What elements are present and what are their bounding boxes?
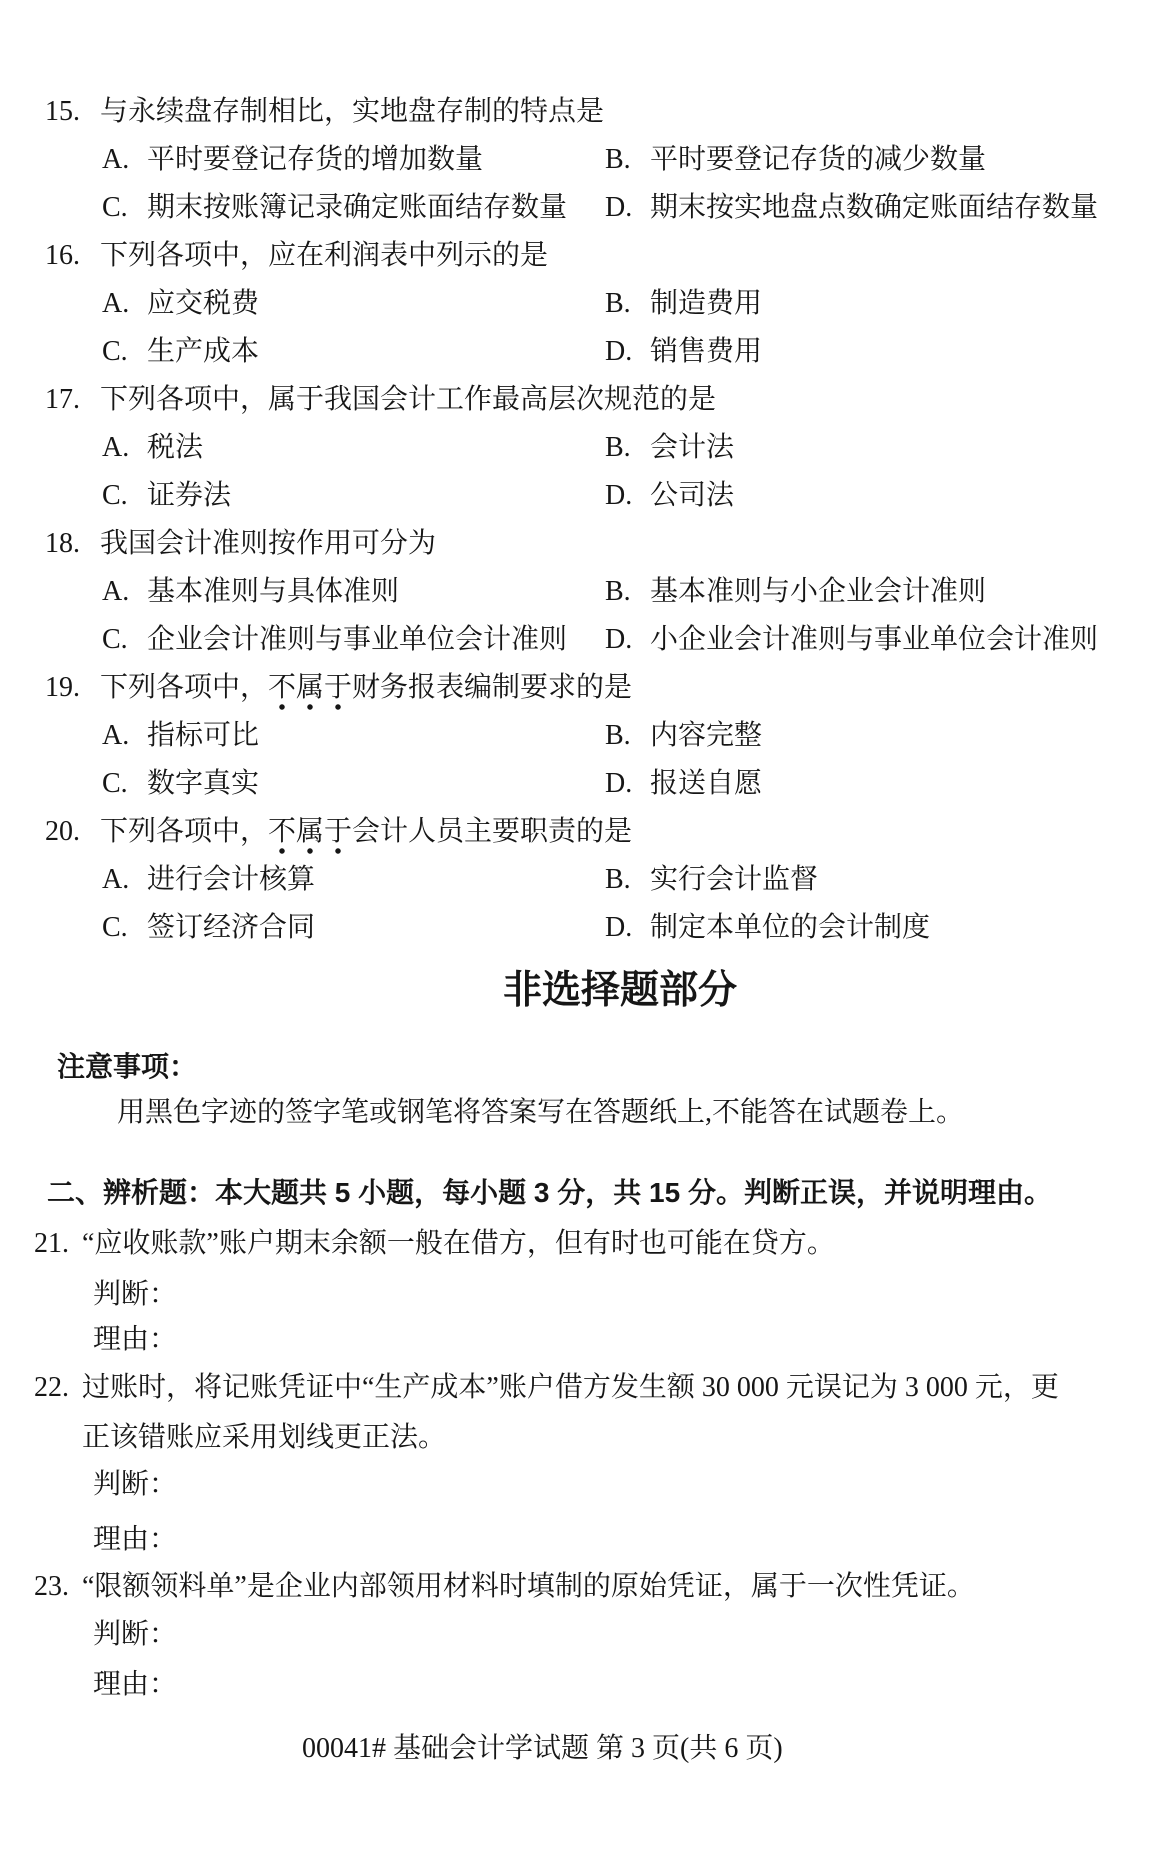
option-18-b (605, 575, 986, 609)
option-17-c-text: 证券法 (147, 480, 232, 511)
question-17-text-pre: 下列各项中，属于我国会计工作最高层次规范的是 (100, 384, 717, 415)
question-21-text: “应收账款”账户期末余额一般在借方，但有时也可能在贷方。 (82, 1228, 835, 1259)
option-18-b-text: 基本准则与小企业会计准则 (650, 576, 987, 607)
option-19-a-text: 指标可比 (147, 720, 260, 751)
option-17-d (605, 479, 734, 513)
question-16 (45, 239, 548, 273)
option-16-a-text: 应交税费 (147, 288, 260, 319)
option-20-a-label: A. (102, 864, 130, 895)
option-17-a-text: 税法 (147, 432, 204, 463)
question-22-text-line1: 过账时，将记账凭证中“生产成本”账户借方发生额 30 000 元误记为 3 000 元，更 (82, 1372, 1059, 1403)
option-18-d-label: D. (605, 624, 633, 655)
question-22 (34, 1371, 1059, 1405)
option-16-a-label: A. (102, 288, 130, 319)
question-22-judge-label: 判断： (93, 1469, 178, 1500)
option-15-a-label: A. (102, 144, 130, 175)
option-20-b-label: B. (605, 864, 631, 895)
question-20-text-emphasis: 不属于 (268, 816, 352, 855)
option-18-c (102, 623, 567, 657)
question-18-number: 18. (45, 528, 80, 559)
notice-title: 注意事项： (57, 1051, 198, 1082)
option-15-b-label: B. (605, 144, 631, 175)
option-18-a-text: 基本准则与具体准则 (147, 576, 400, 607)
option-16-b-label: B. (605, 288, 631, 319)
option-16-d-text: 销售费用 (650, 336, 763, 367)
question-21 (34, 1227, 835, 1261)
option-18-a (102, 575, 399, 609)
question-20-text (100, 816, 632, 855)
question-17-number: 17. (45, 384, 80, 415)
question-22-text-line2: 正该错账应采用划线更正法。 (82, 1422, 447, 1453)
option-20-b (605, 863, 818, 897)
question-23-text: “限额领料单”是企业内部领用材料时填制的原始凭证，属于一次性凭证。 (82, 1571, 975, 1602)
page-footer: 00041# 基础会计学试题 第 3 页(共 6 页) (302, 1733, 783, 1764)
option-16-b (605, 287, 762, 321)
question-17 (45, 383, 716, 417)
option-19-a-label: A. (102, 720, 130, 751)
question-15-text-pre: 与永续盘存制相比，实地盘存制的特点是 (100, 96, 605, 127)
option-20-c (102, 911, 315, 945)
option-20-b-text: 实行会计监督 (650, 864, 819, 895)
option-17-d-label: D. (605, 480, 633, 511)
notice-body: 用黑色字迹的签字笔或钢笔将答案写在答题纸上,不能答在试题卷上。 (117, 1097, 965, 1128)
option-20-c-text: 签订经济合同 (147, 912, 316, 943)
option-20-c-label: C. (102, 912, 128, 943)
option-19-b-text: 内容完整 (650, 720, 763, 751)
option-18-b-label: B. (605, 576, 631, 607)
question-20 (45, 815, 632, 849)
question-16-number: 16. (45, 240, 80, 271)
option-18-c-text: 企业会计准则与事业单位会计准则 (147, 624, 568, 655)
option-19-b-label: B. (605, 720, 631, 751)
option-17-a-label: A. (102, 432, 130, 463)
option-17-d-text: 公司法 (650, 480, 735, 511)
option-15-b-text: 平时要登记存货的减少数量 (650, 144, 987, 175)
question-20-number: 20. (45, 816, 80, 847)
question-18-text-pre: 我国会计准则按作用可分为 (100, 528, 437, 559)
question-16-text-pre: 下列各项中，应在利润表中列示的是 (100, 240, 549, 271)
option-18-d (605, 623, 1098, 657)
option-16-d-label: D. (605, 336, 633, 367)
option-17-b (605, 431, 734, 465)
option-15-c-text: 期末按账簿记录确定账面结存数量 (147, 192, 568, 223)
option-20-a (102, 863, 315, 897)
question-15-text (100, 96, 604, 127)
option-20-d (605, 911, 930, 945)
option-17-c-label: C. (102, 480, 128, 511)
question-19-text (100, 672, 632, 711)
option-15-b (605, 143, 986, 177)
option-17-b-label: B. (605, 432, 631, 463)
question-20-text-post: 会计人员主要职责的是 (352, 816, 633, 847)
question-23-number: 23. (34, 1571, 69, 1602)
option-18-a-label: A. (102, 576, 130, 607)
question-23-reason-label: 理由： (93, 1669, 178, 1700)
option-20-d-label: D. (605, 912, 633, 943)
question-18-text (100, 528, 436, 559)
option-15-d (605, 191, 1098, 225)
option-18-c-label: C. (102, 624, 128, 655)
option-16-a (102, 287, 259, 321)
question-21-judge-label: 判断： (93, 1279, 178, 1310)
option-17-b-text: 会计法 (650, 432, 735, 463)
question-22-reason-label: 理由： (93, 1524, 178, 1555)
question-15 (45, 95, 604, 129)
option-19-b (605, 719, 762, 753)
option-19-c-text: 数字真实 (147, 768, 260, 799)
option-19-d (605, 767, 762, 801)
question-21-reason-label: 理由： (93, 1324, 178, 1355)
option-15-a (102, 143, 483, 177)
option-19-a (102, 719, 259, 753)
option-15-d-text: 期末按实地盘点数确定账面结存数量 (650, 192, 1099, 223)
option-19-c-label: C. (102, 768, 128, 799)
option-19-d-text: 报送自愿 (650, 768, 763, 799)
question-23-judge-label: 判断： (93, 1619, 178, 1650)
option-19-c (102, 767, 259, 801)
option-19-d-label: D. (605, 768, 633, 799)
option-16-c-label: C. (102, 336, 128, 367)
question-19-text-emphasis: 不属于 (268, 672, 352, 711)
option-16-b-text: 制造费用 (650, 288, 763, 319)
option-20-a-text: 进行会计核算 (147, 864, 316, 895)
question-21-number: 21. (34, 1228, 69, 1259)
question-22-number: 22. (34, 1372, 69, 1403)
question-15-number: 15. (45, 96, 80, 127)
question-19 (45, 671, 632, 705)
option-20-d-text: 制定本单位的会计制度 (650, 912, 931, 943)
option-15-c-label: C. (102, 192, 128, 223)
option-15-c (102, 191, 567, 225)
option-16-d (605, 335, 762, 369)
question-17-text (100, 384, 716, 415)
question-19-text-post: 财务报表编制要求的是 (352, 672, 633, 703)
option-16-c-text: 生产成本 (147, 336, 260, 367)
question-23 (34, 1570, 975, 1604)
option-16-c (102, 335, 259, 369)
question-16-text (100, 240, 548, 271)
option-18-d-text: 小企业会计准则与事业单位会计准则 (650, 624, 1099, 655)
part2-intro: 二、辨析题：本大题共 5 小题，每小题 3 分，共 15 分。判断正误，并说明理由。 (47, 1177, 1052, 1208)
option-17-a (102, 431, 203, 465)
option-15-d-label: D. (605, 192, 633, 223)
question-19-text-pre: 下列各项中， (100, 672, 269, 703)
question-18 (45, 527, 436, 561)
question-19-number: 19. (45, 672, 80, 703)
question-20-text-pre: 下列各项中， (100, 816, 269, 847)
option-15-a-text: 平时要登记存货的增加数量 (147, 144, 484, 175)
option-17-c (102, 479, 231, 513)
section-heading: 非选择题部分 (503, 969, 738, 1012)
